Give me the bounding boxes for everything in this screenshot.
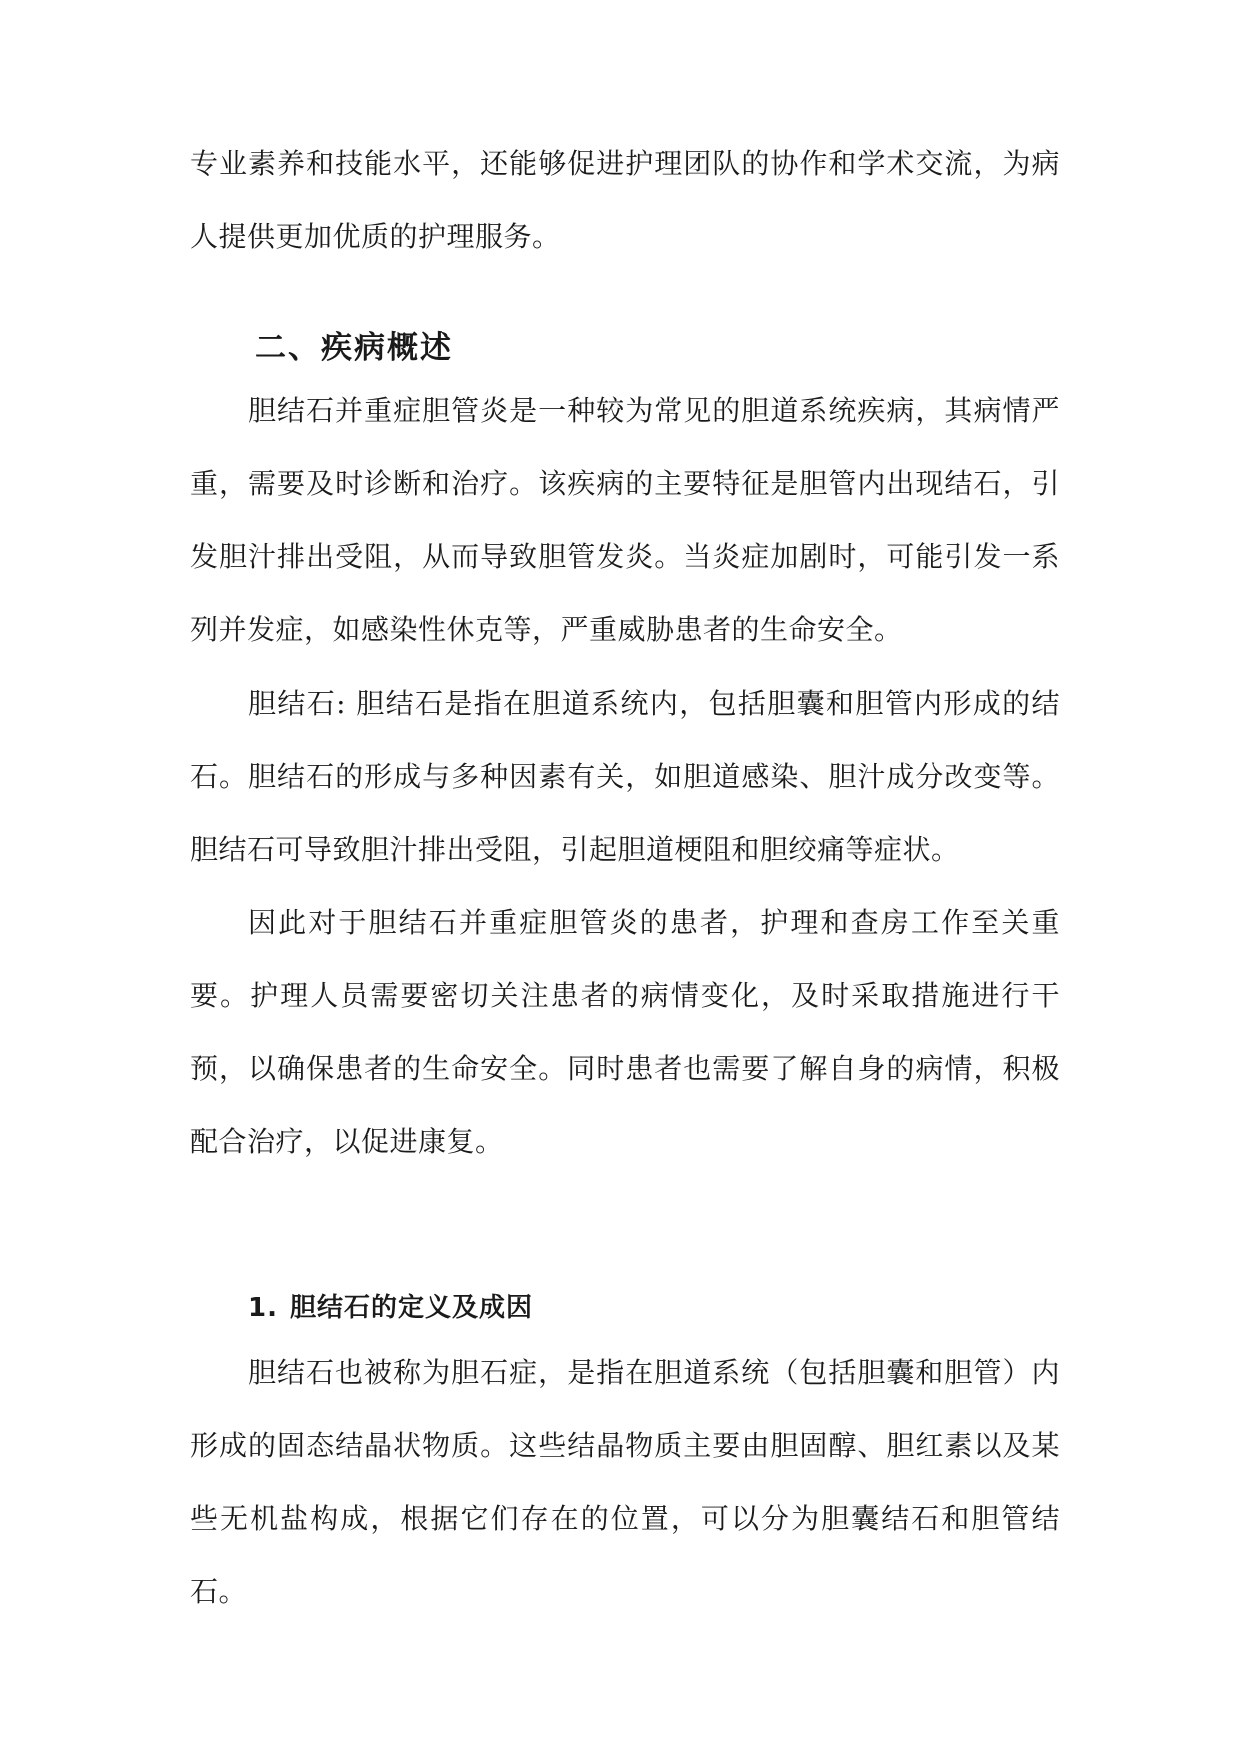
intro-paragraph: 专业素养和技能水平，还能够促进护理团队的协作和学术交流，为病人提供更加优质的护理服务。 (190, 147, 1060, 253)
subsection-title: 胆结石的定义及成因 (290, 1293, 534, 1323)
subsection-number: 1. (248, 1293, 278, 1323)
body-paragraph: 胆结石并重症胆管炎是一种较为常见的胆道系统疾病，其病情严重，需要及时诊断和治疗。该疾病的主要特征是胆管内出现结石，引发胆汁排出受阻，从而导致胆管发炎。当炎症加剧时，可能引发一系列并发症，如感染性休克等，严重威胁患者的生命安全。 (190, 394, 1060, 646)
body-paragraph: 胆结石: 胆结石是指在胆道系统内，包括胆囊和胆管内形成的结石。胆结石的形成与多种因素有关，如胆道感染、胆汁成分改变等。胆结石可导致胆汁排出受阻，引起胆道梗阻和胆绞痛等症状。 (190, 687, 1060, 866)
body-paragraph: 因此对于胆结石并重症胆管炎的患者，护理和查房工作至关重要。护理人员需要密切关注患者的病情变化，及时采取措施进行干预，以确保患者的生命安全。同时患者也需要了解自身的病情，积极配合治疗，以促进康复。 (190, 906, 1060, 1158)
section-heading: 二、疾病概述 (255, 330, 453, 366)
subsection-paragraph: 胆结石也被称为胆石症，是指在胆道系统（包括胆囊和胆管）内形成的固态结晶状物质。这些结晶物质主要由胆固醇、胆红素以及某些无机盐构成，根据它们存在的位置，可以分为胆囊结石和胆管结石。 (190, 1356, 1060, 1608)
subsection-heading (248, 1290, 533, 1326)
